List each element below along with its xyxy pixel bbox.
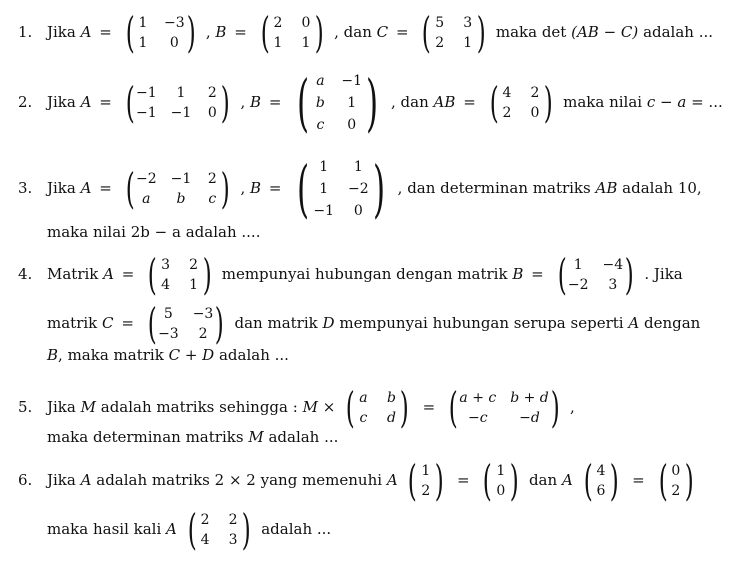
equals: = <box>121 265 135 283</box>
text: Jika <box>47 471 76 489</box>
matrix-A: ( −2 −1 2 a b c ) <box>125 164 230 213</box>
cell: −1 <box>341 73 363 89</box>
cell: 1 <box>573 257 583 273</box>
text: yang memenuhi <box>260 471 383 489</box>
text: Jika <box>47 93 76 111</box>
text: adalah 10, <box>622 179 702 197</box>
equals: = <box>268 93 282 111</box>
expression: 2 × 2 <box>214 471 256 489</box>
cell: −1 <box>136 105 157 121</box>
cell: 0 <box>301 15 311 31</box>
cell: 0 <box>347 117 357 133</box>
text: , maka matrik <box>58 346 164 364</box>
cell: a + c <box>459 390 497 406</box>
var-A: A <box>80 23 92 41</box>
vector-4: ( 0 2 ) <box>658 456 694 505</box>
cell: 1 <box>496 463 506 479</box>
problem-number: 6. <box>18 471 33 489</box>
cell: 3 <box>608 277 618 293</box>
problem-number: 3. <box>18 179 33 197</box>
cell: 1 <box>463 35 473 51</box>
expression: 2b − a <box>130 223 181 241</box>
text: dan <box>528 471 558 489</box>
text: Jika <box>47 398 76 416</box>
problem-number: 2. <box>18 93 33 111</box>
var-B: B <box>250 93 262 111</box>
text: Matrik <box>47 265 99 283</box>
cell: c <box>316 117 325 133</box>
cell: −2 <box>136 171 157 187</box>
matrix-A: ( 1 −3 1 0 ) <box>125 8 196 57</box>
comma: , <box>240 179 246 197</box>
cell: −d <box>519 410 540 426</box>
cell: a <box>359 390 368 406</box>
cell: 2 <box>228 512 238 528</box>
equals: = <box>268 179 282 197</box>
text: maka determinan matriks <box>47 428 244 446</box>
equals: = <box>121 314 134 332</box>
var-A: A <box>80 471 92 489</box>
matrix-A: ( −1 1 2 −1 −1 0 ) <box>125 78 230 127</box>
cell: 1 <box>138 15 148 31</box>
cell: 2 <box>435 35 445 51</box>
cell: 2 <box>421 483 431 499</box>
matrix-product: ( 2 2 4 3 ) <box>187 505 251 554</box>
text: adalah matriks <box>96 471 210 489</box>
comma: , <box>240 93 246 111</box>
text: maka nilai <box>47 223 126 241</box>
text: maka hasil kali <box>47 520 162 538</box>
expression: (AB − C) <box>571 23 639 41</box>
matrix-left: ( a b c d ) <box>345 383 410 432</box>
text: Jika <box>47 23 76 41</box>
cell: d <box>386 410 396 426</box>
cell: 0 <box>353 203 363 219</box>
cell: 0 <box>671 463 681 479</box>
cell: c <box>208 191 217 207</box>
text: dan matrik <box>234 314 318 332</box>
matrix-B: ( a −1 b 1 c 0 ) <box>297 66 379 139</box>
cell: a <box>316 73 325 89</box>
text: , dan determinan matriks <box>397 179 591 197</box>
var-C: C <box>102 314 114 332</box>
cell: b <box>315 95 325 111</box>
cell: 4 <box>502 85 512 101</box>
cell: 3 <box>161 257 170 273</box>
cell: 5 <box>163 306 173 322</box>
var-A: A <box>80 93 92 111</box>
var-B: B <box>512 265 524 283</box>
cell: −3 <box>158 326 179 342</box>
cell: 0 <box>530 105 540 121</box>
cell: c <box>359 410 368 426</box>
var-B: B <box>250 179 262 197</box>
cell: 2 <box>189 257 198 273</box>
cell: 3 <box>463 15 473 31</box>
text: mempunyai hubungan serupa seperti <box>339 314 624 332</box>
text: . Jika <box>644 265 683 283</box>
expression: M × <box>302 398 336 416</box>
expression: c − a <box>646 93 687 111</box>
var-C: C <box>376 23 389 41</box>
var-A: A <box>103 265 115 283</box>
matrix-C: ( 5 −3 −3 2 ) <box>147 299 225 348</box>
cell: 1 <box>189 277 198 293</box>
var-A: A <box>80 179 92 197</box>
cell: 0 <box>207 105 217 121</box>
cell: b <box>176 191 186 207</box>
cell: 4 <box>200 532 210 548</box>
var-A: A <box>561 471 573 489</box>
text: adalah .... <box>185 223 261 241</box>
text: adalah ... <box>218 346 289 364</box>
var-M: M <box>80 398 96 416</box>
cell: 2 <box>198 326 208 342</box>
equals: = <box>395 23 409 41</box>
var-B: B <box>215 23 227 41</box>
matrix-B: ( 2 0 1 1 ) <box>260 8 324 57</box>
cell: 3 <box>228 532 238 548</box>
equals: = <box>422 398 436 416</box>
text: Jika <box>47 179 76 197</box>
equals: = <box>531 265 544 283</box>
problem-number: 1. <box>18 23 33 41</box>
cell: −1 <box>170 105 192 121</box>
cell: 2 <box>207 85 217 101</box>
var-AB: AB <box>595 179 618 197</box>
text: = ... <box>691 93 723 111</box>
cell: b <box>386 390 396 406</box>
cell: 1 <box>353 159 363 175</box>
text: adalah matriks sehingga : <box>100 398 298 416</box>
text: maka nilai <box>563 93 643 111</box>
cell: −2 <box>567 277 589 293</box>
matrix-B: ( 1 −4 −2 3 ) <box>557 250 634 299</box>
cell: −1 <box>313 203 335 219</box>
cell: 0 <box>496 483 506 499</box>
text: mempunyai hubungan dengan matrik <box>221 265 508 283</box>
cell: 1 <box>421 463 431 479</box>
cell: −4 <box>602 257 624 273</box>
cell: a <box>142 191 151 207</box>
matrix-C: ( 5 3 2 1 ) <box>421 8 486 57</box>
text: , dan <box>391 93 429 111</box>
equals: = <box>99 179 112 197</box>
cell: −3 <box>192 306 214 322</box>
var-D: D <box>322 314 335 332</box>
equals: = <box>99 93 112 111</box>
vector-3: ( 4 6 ) <box>583 456 619 505</box>
cell: 2 <box>530 85 540 101</box>
cell: −1 <box>136 85 157 101</box>
comma: , <box>334 23 339 41</box>
var-AB: AB <box>433 93 456 111</box>
cell: 1 <box>138 35 148 51</box>
var-B: B <box>47 346 59 364</box>
cell: 1 <box>319 181 329 197</box>
matrix-B: ( 1 1 1 −2 −1 0 ) <box>297 152 385 225</box>
cell: 1 <box>347 95 357 111</box>
cell: 2 <box>207 171 217 187</box>
vector-1: ( 1 2 ) <box>408 456 444 505</box>
cell: 4 <box>596 463 606 479</box>
cell: −2 <box>348 181 369 197</box>
problem-number: 4. <box>18 265 33 283</box>
equals: = <box>457 471 470 489</box>
cell: 4 <box>161 277 170 293</box>
text: matrik <box>47 314 98 332</box>
comma: , <box>569 398 575 416</box>
cell: 6 <box>596 483 606 499</box>
cell: −1 <box>170 171 192 187</box>
cell: 2 <box>502 105 512 121</box>
matrix-right: ( a + c b + d −c −d ) <box>448 383 560 432</box>
var-M: M <box>248 428 264 446</box>
text: adalah ... <box>261 520 332 538</box>
matrix-A: ( 3 2 4 1 ) <box>147 250 212 299</box>
expression: C + D <box>168 346 215 364</box>
cell: −3 <box>164 15 185 31</box>
equals: = <box>99 23 112 41</box>
matrix-AB: ( 4 2 2 0 ) <box>489 78 553 127</box>
equals: = <box>632 471 645 489</box>
problem-number: 5. <box>18 398 33 416</box>
var-A: A <box>628 314 640 332</box>
cell: b + d <box>510 390 549 406</box>
cell: 1 <box>301 35 311 51</box>
cell: 0 <box>169 35 179 51</box>
cell: 1 <box>273 35 283 51</box>
text: dan <box>343 23 372 41</box>
cell: 2 <box>273 15 283 31</box>
var-A: A <box>386 471 398 489</box>
text: dengan <box>643 314 701 332</box>
vector-2: ( 1 0 ) <box>483 456 519 505</box>
var-A: A <box>166 520 177 538</box>
comma: , <box>205 23 211 41</box>
text: adalah ... <box>268 428 339 446</box>
cell: 1 <box>319 159 329 175</box>
text: adalah ... <box>643 23 714 41</box>
text: maka det <box>495 23 567 41</box>
cell: 5 <box>435 15 445 31</box>
equals: = <box>463 93 476 111</box>
cell: 2 <box>200 512 210 528</box>
cell: −c <box>468 410 488 426</box>
cell: 2 <box>671 483 681 499</box>
cell: 1 <box>176 85 186 101</box>
equals: = <box>234 23 247 41</box>
